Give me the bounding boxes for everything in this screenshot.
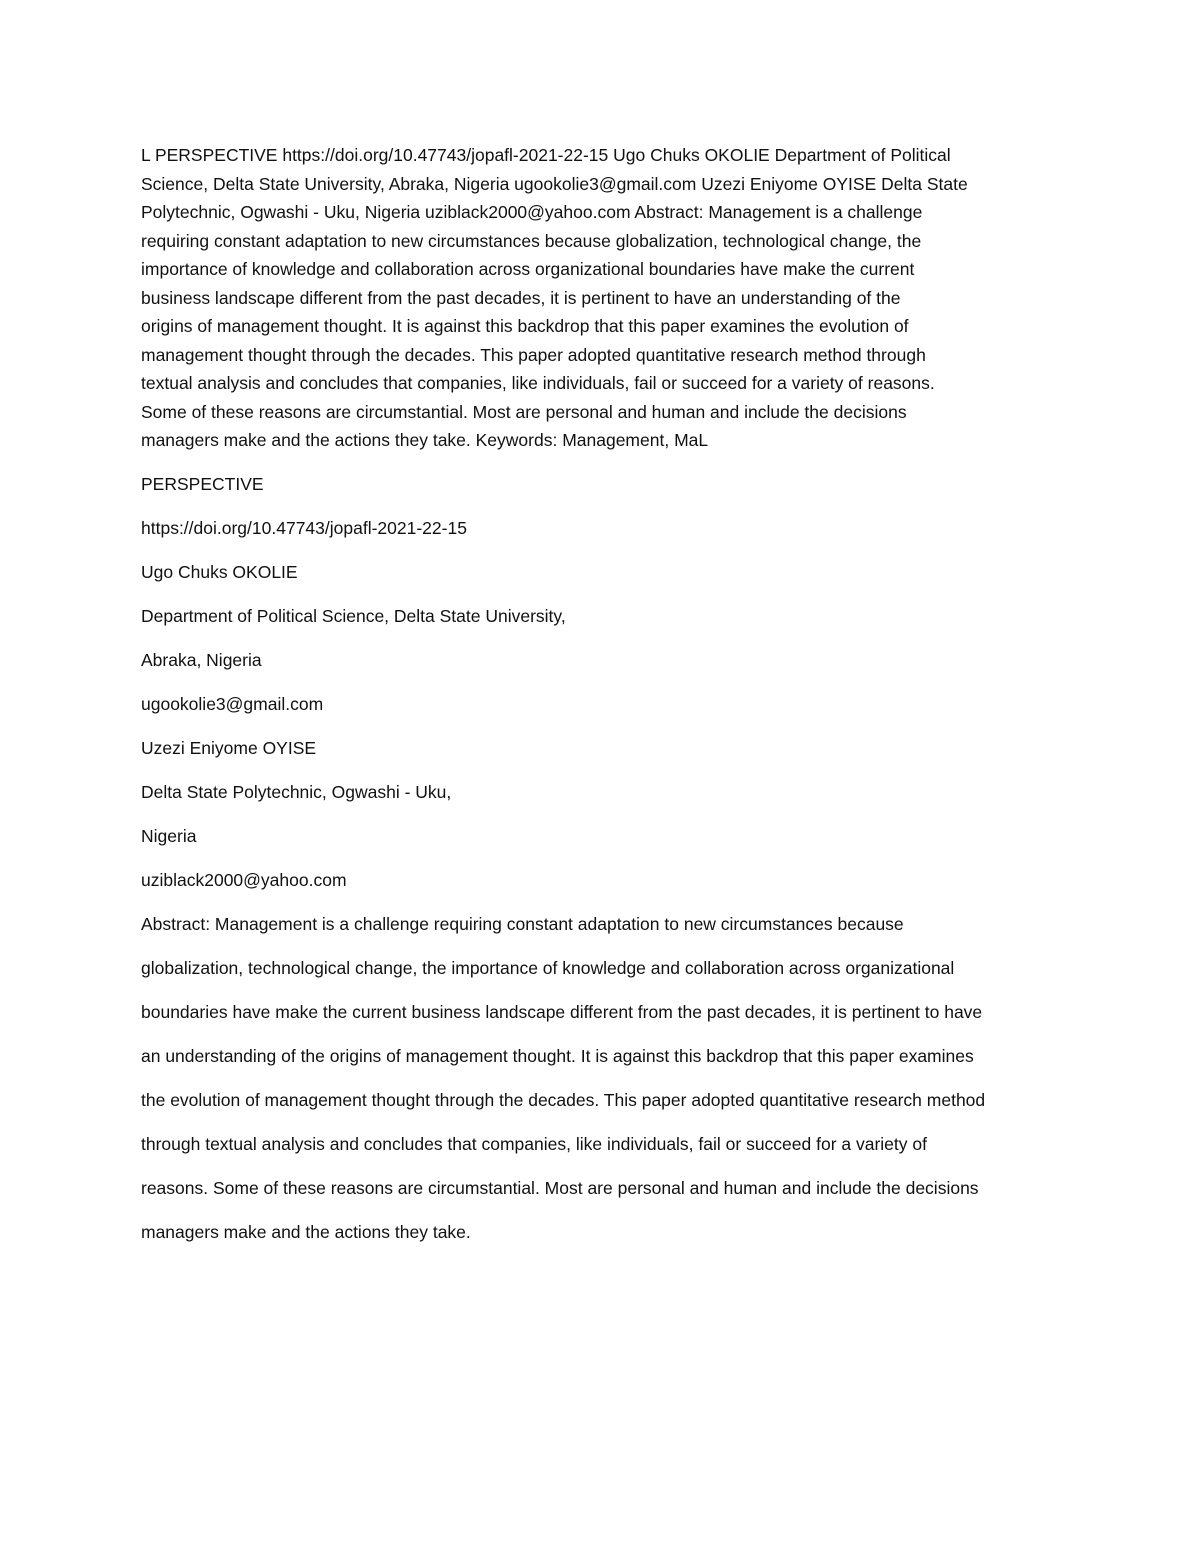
combined-front-matter-paragraph: L PERSPECTIVE https://doi.org/10.47743/jopafl-2021-22-15 Ugo Chuks OKOLIE Department of Political Science, Delta State University, Abraka, Nigeria ugookolie3@gmail.com Uzezi Eniyome OYISE Delta State Polytechnic, Ogwashi - Uku, Nigeria uziblack2000@yahoo.com Abstract: Management is a challenge requiring constant adaptation to new circumstances because globalization, technological change, the importance of knowledge and collaboration across organizational boundaries have make the current business landscape different from the past decades, it is pertinent to have an understanding of the origins of management thought. It is against this backdrop that this paper examines the evolution of management thought through the decades. This paper adopted quantitative research method through textual analysis and concludes that companies, like individuals, fail or succeed for a variety of reasons. Some of these reasons are circumstantial. Most are personal and human and include the decisions managers make and the actions they take. Keywords: Management, MaL [141,145,968,450]
author-affiliation-1: Department of Political Science, Delta State University, [141,605,566,626]
author-email-1[interactable]: ugookolie3@gmail.com [141,693,324,714]
author-location-2: Nigeria [141,825,197,846]
abstract-line-7: reasons. Some of these reasons are circumstantial. Most are personal and human and include the decisions [141,1177,979,1198]
abstract-line-3: boundaries have make the current business landscape different from the past decades, it is pertinent to have [141,1001,983,1022]
abstract-line-2: globalization, technological change, the importance of knowledge and collaboration across organizational [141,957,955,978]
document-content [141,141,1061,1262]
abstract-line-6: through textual analysis and concludes that companies, like individuals, fail or succeed for a variety of [141,1133,927,1154]
doi-link[interactable]: https://doi.org/10.47743/jopafl-2021-22-15 [141,517,467,538]
abstract-line-4: an understanding of the origins of management thought. It is against this backdrop that this paper examines [141,1045,974,1066]
author-affiliation-2: Delta State Polytechnic, Ogwashi - Uku, [141,781,452,802]
author-email-2[interactable]: uziblack2000@yahoo.com [141,869,347,890]
abstract-line-1: Abstract: Management is a challenge requiring constant adaptation to new circumstances because [141,913,904,934]
abstract-line-5: the evolution of management thought through the decades. This paper adopted quantitative research method [141,1089,986,1110]
author-name-2: Uzezi Eniyome OYISE [141,737,317,758]
perspective-label: PERSPECTIVE [141,473,264,494]
author-location-1: Abraka, Nigeria [141,649,262,670]
abstract-line-8: managers make and the actions they take. [141,1221,471,1242]
author-name-1: Ugo Chuks OKOLIE [141,561,298,582]
